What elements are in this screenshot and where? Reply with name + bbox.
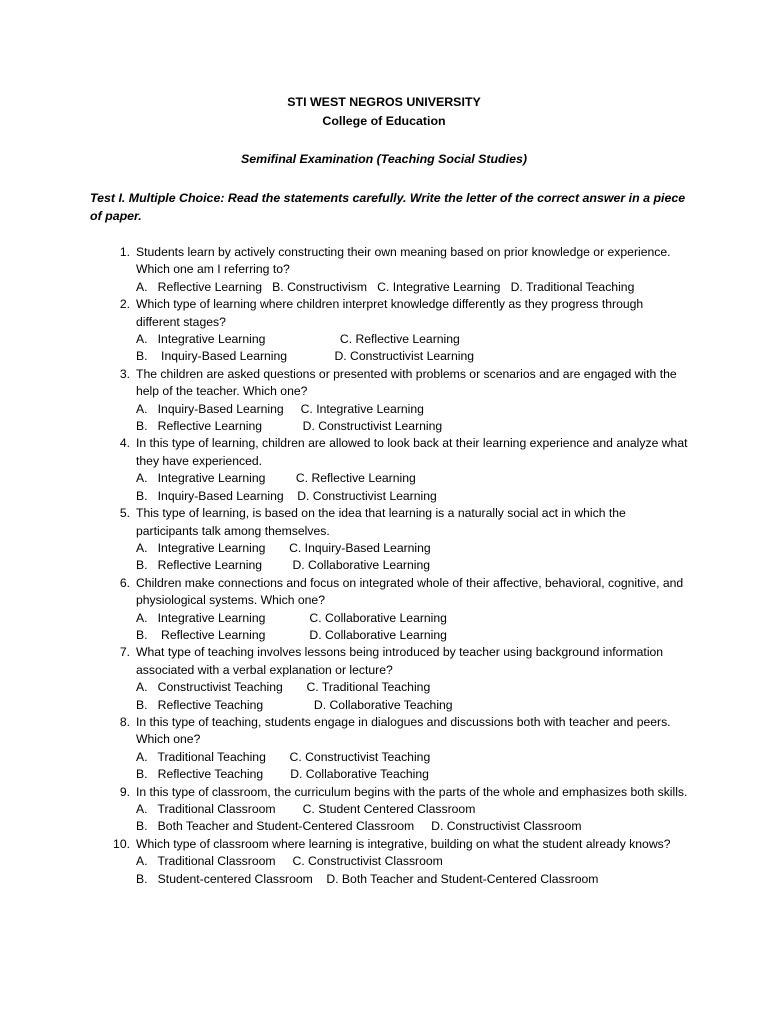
question-number: 3. [119, 366, 130, 381]
question-number: 6. [119, 575, 130, 590]
question-number: 10. [113, 836, 130, 851]
question-number: 4. [119, 436, 130, 451]
question-item [108, 575, 688, 645]
answer-options-line: A. Integrative Learning C. Reflective Learning [136, 332, 460, 347]
question-text: In this type of learning, children are allowed to look back at their learning experience and analyze what they have experienced. [136, 436, 688, 468]
answer-options-line: A. Traditional Classroom C. Constructivist Classroom [136, 854, 443, 869]
answer-options-line: B. Reflective Learning D. Collaborative Learning [136, 558, 431, 573]
question-text: In this type of classroom, the curriculum begins with the parts of the whole and emphasizes both skills. [136, 784, 688, 799]
answer-options-line: B. Inquiry-Based Learning D. Constructivist Learning [136, 349, 475, 364]
answer-options-line: A. Reflective Learning B. Constructivism C. Integrative Learning D. Traditional Teaching [136, 279, 635, 294]
answer-options-line: A. Traditional Classroom C. Student Centered Classroom [136, 802, 476, 816]
answer-options-line: B. Student-centered Classroom D. Both Teacher and Student-Centered Classroom [136, 871, 599, 886]
answer-options-line: B. Reflective Learning D. Constructivist Learning [136, 419, 443, 434]
answer-options-line: B. Reflective Teaching D. Collaborative Teaching [136, 767, 429, 782]
question-item [108, 784, 688, 836]
answer-options-line: B. Reflective Learning D. Collaborative Learning [136, 627, 447, 642]
college-name: College of Education [322, 114, 446, 128]
question-item [108, 244, 688, 296]
question-item [108, 644, 688, 714]
question-number: 1. [119, 245, 130, 259]
question-text: This type of learning, is based on the idea that learning is a naturally social act in which the participants talk among themselves. [136, 506, 626, 538]
question-number: 8. [119, 714, 130, 729]
question-text: Students learn by actively constructing their own meaning based on prior knowledge or experience. Which one am I referring to? [136, 245, 671, 277]
question-item [108, 505, 688, 575]
answer-options-line: B. Reflective Teaching D. Collaborative Teaching [136, 697, 453, 712]
answer-options-line: B. Inquiry-Based Learning D. Constructivist Learning [136, 488, 437, 503]
question-item [108, 296, 688, 366]
question-text: What type of teaching involves lessons being introduced by teacher using background information associated with a verbal explanation or lecture? [136, 645, 664, 677]
question-item [108, 836, 688, 888]
answer-options-line: A. Constructivist Teaching C. Traditional Teaching [136, 680, 431, 695]
answer-options-line: B. Both Teacher and Student-Centered Classroom D. Constructivist Classroom [136, 819, 582, 834]
question-number: 7. [119, 645, 130, 660]
test-instructions: Test I. Multiple Choice: Read the statements carefully. Write the letter of the correct answer in a piece of paper. [90, 191, 686, 223]
question-item [108, 366, 688, 436]
university-name: STI WEST NEGROS UNIVERSITY [287, 95, 481, 109]
question-text: Which type of learning where children interpret knowledge differently as they progress through different stages? [136, 297, 644, 329]
question-text: Which type of classroom where learning is integrative, building on what the student already knows? [136, 836, 671, 851]
question-list [108, 244, 688, 888]
question-number: 2. [119, 297, 130, 312]
answer-options-line: A. Integrative Learning C. Inquiry-Based Learning [136, 540, 431, 555]
question-number: 5. [119, 506, 130, 521]
answer-options-line: A. Inquiry-Based Learning C. Integrative Learning [136, 401, 424, 416]
question-text: In this type of teaching, students engage in dialogues and discussions both with teacher and peers. Which one? [136, 714, 671, 747]
answer-options-line: A. Integrative Learning C. Collaborative Learning [136, 610, 447, 625]
exam-title: Semifinal Examination (Teaching Social Studies) [241, 152, 527, 166]
question-item [108, 714, 688, 784]
answer-options-line: A. Integrative Learning C. Reflective Learning [136, 471, 416, 486]
answer-options-line: A. Traditional Teaching C. Constructivist Teaching [136, 749, 431, 764]
question-item [108, 435, 688, 505]
question-text: Children make connections and focus on integrated whole of their affective, behavioral, cognitive, and physiological systems. Which one? [136, 575, 684, 608]
question-number: 9. [119, 784, 130, 799]
question-text: The children are asked questions or presented with problems or scenarios and are engaged with the help of the teacher. Which one? [136, 366, 677, 399]
